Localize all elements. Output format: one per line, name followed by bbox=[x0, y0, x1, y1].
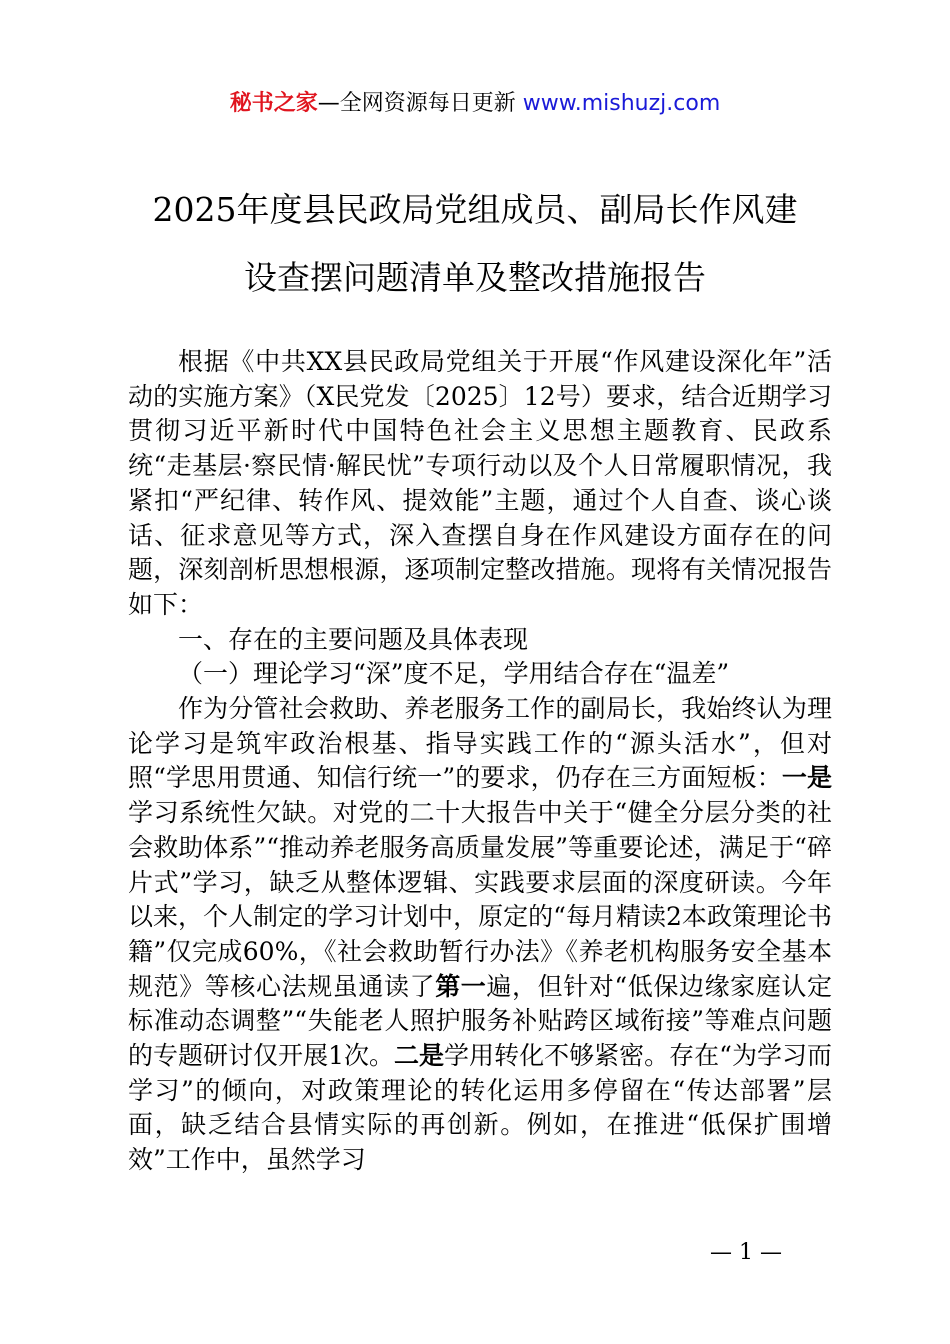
intro-paragraph: 根据《中共XX县民政局党组关于开展“作风建设深化年”活动的实施方案》（X民党发〔2025〕12号）要求，结合近期学习贯彻习近平新时代中国特色社会主义思想主题教育、民政系统“走基层·察民情·解民忧”专项行动以及个人日常履职情况，我紧扣“严纪律、转作风、提效能”主题，通过个人自查、谈心谈话、征求意见等方式，深入查摆自身在作风建设方面存在的问题，深刻剖析思想根源，逐项制定整改措施。现将有关情况报告如下： bbox=[128, 347, 832, 619]
paragraph-text: 遍，但针对“低保边缘家庭认定标准动态调整”“失能老人照护服务补贴跨区域衔接”等难点问题的专题研讨仅开展1次。 bbox=[128, 971, 832, 1071]
site-tagline: —全网资源每日更新 bbox=[317, 91, 523, 116]
site-url[interactable]: www.mishuzj.com bbox=[522, 91, 721, 116]
document-title-line-1: 2025年度县民政局党组成员、副局长作风建 bbox=[152, 190, 798, 229]
document-title-line-2: 设查摆问题清单及整改措施报告 bbox=[244, 258, 706, 297]
site-header bbox=[0, 88, 950, 120]
emphasis-text: 第一 bbox=[435, 971, 487, 1001]
body-paragraph bbox=[128, 692, 832, 1178]
paragraph-text: 学习系统性欠缺。对党的二十大报告中关于“健全分层分类的社会救助体系”“推动养老服务高质量发展”等重要论述，满足于“碎片式”学习，缺乏从整体逻辑、实践要求层面的深度研读。今年以来，个人制定的学习计划中，原定的“每月精读2本政策理论书籍”仅完成60%，《社会救助暂行办法》《养老机构服务安全基本规范》等核心法规虽通读了 bbox=[128, 798, 832, 1001]
section-heading: 一、存在的主要问题及具体表现 bbox=[178, 624, 529, 654]
subsection-heading: （一）理论学习“深”度不足，学用结合存在“温差” bbox=[178, 659, 730, 689]
page-number bbox=[0, 1240, 950, 1265]
paragraph-text: 学用转化不够紧密。存在“为学习而学习”的倾向，对政策理论的转化运用多停留在“传达部署”层面，缺乏结合县情实际的再创新。例如，在推进“低保扩围增效”工作中，虽然学习 bbox=[128, 1041, 832, 1175]
page-number-text: — 1 — bbox=[710, 1240, 782, 1265]
site-brand: 秘书之家 bbox=[229, 91, 318, 116]
paragraph-text: 作为分管社会救助、养老服务工作的副局长，我始终认为理论学习是筑牢政治根基、指导实践工作的“源头活水”，但对照“学思用贯通、知信行统一”的要求，仍存在三方面短板： bbox=[128, 694, 832, 793]
emphasis-text: 一是 bbox=[781, 763, 832, 793]
emphasis-text: 二是 bbox=[394, 1041, 445, 1071]
document-body bbox=[128, 345, 832, 1178]
